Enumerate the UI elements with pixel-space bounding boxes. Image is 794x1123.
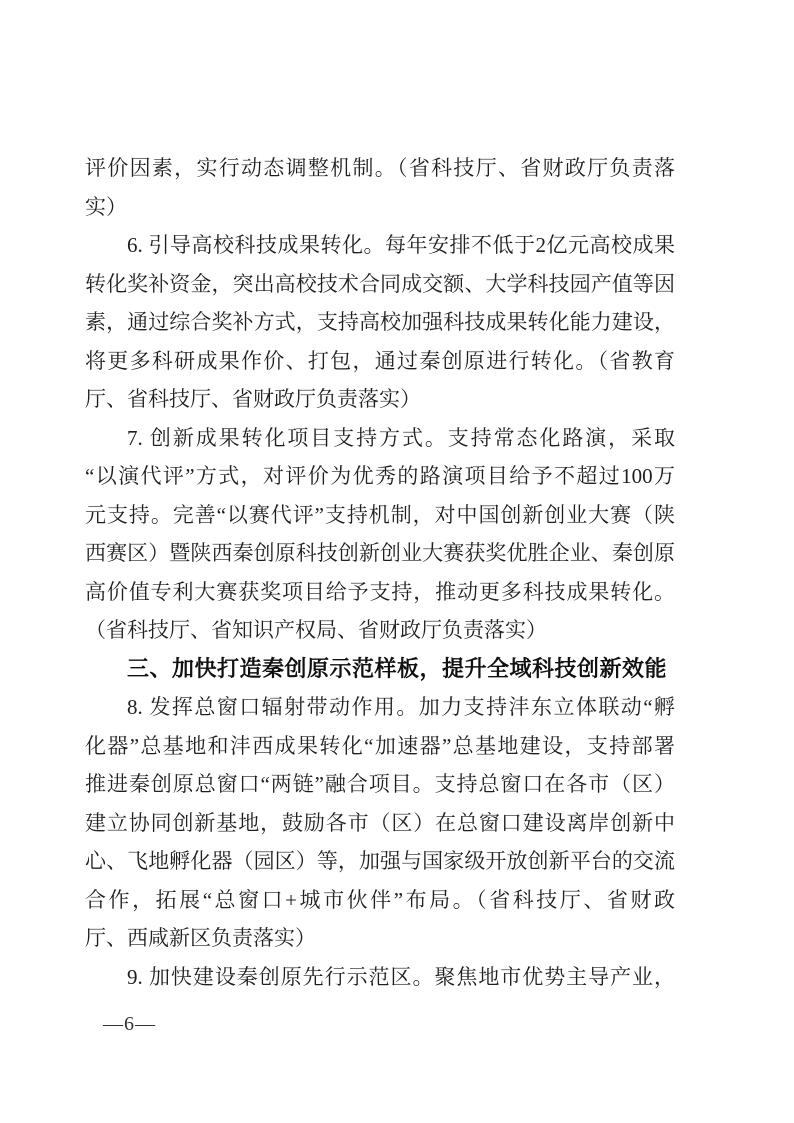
text-line: 厅、西咸新区负责落实） (85, 926, 316, 950)
text-line: 厅、省科技厅、省财政厅负责落实） (85, 387, 421, 411)
text-line: 将更多科研成果作价、打包，通过秦创原进行转化。（省教育 (85, 348, 675, 373)
text-line: 素，通过综合奖补方式，支持高校加强科技成果转化能力建设， (85, 310, 675, 334)
text-line: 建立协同创新基地，鼓励各市（区）在总窗口建设离岸创新中 (85, 810, 675, 835)
text-line: “以演代评”方式，对评价为优秀的路演项目给予不超过100万 (85, 464, 675, 488)
document-body (85, 149, 675, 996)
text-line: 9. 加快建设秦创原先行示范区。聚焦地市优势主导产业， (127, 964, 675, 989)
page-number: —6— (103, 1013, 156, 1035)
text-line: 实） (85, 194, 127, 219)
text-line: 心、飞地孵化器（园区）等，加强与国家级开放创新平台的交流 (85, 849, 675, 873)
text-line: 8. 发挥总窗口辐射带动作用。加力支持沣东立体联动“孵 (127, 695, 675, 719)
text-line: 评价因素，实行动态调整机制。（省科技厅、省财政厅负责落 (85, 156, 675, 180)
text-line: 推进秦创原总窗口“两链”融合项目。支持总窗口在各市（区） (85, 772, 675, 796)
section-heading: 三、加快打造秦创原示范样板，提升全域科技创新效能 (127, 655, 668, 681)
text-line: 西赛区）暨陕西秦创原科技创新创业大赛获奖优胜企业、秦创原 (85, 541, 675, 565)
text-line: 6. 引导高校科技成果转化。每年安排不低于2亿元高校成果 (127, 233, 675, 257)
text-line: 转化奖补资金，突出高校技术合同成交额、大学科技园产值等因 (85, 271, 675, 296)
text-line: 合作，拓展“总窗口+城市伙伴”布局。（省科技厅、省财政 (85, 887, 675, 912)
text-line: 元支持。完善“以赛代评”支持机制，对中国创新创业大赛（陕 (85, 502, 675, 527)
text-line: 7. 创新成果转化项目支持方式。支持常态化路演，采取 (127, 425, 675, 450)
text-line: 化器”总基地和沣西成果转化“加速器”总基地建设，支持部署 (85, 733, 675, 758)
text-line: （省科技厅、省知识产权局、省财政厅负责落实） (85, 618, 547, 642)
text-line: 高价值专利大赛获奖项目给予支持，推动更多科技成果转化。 (85, 579, 675, 604)
